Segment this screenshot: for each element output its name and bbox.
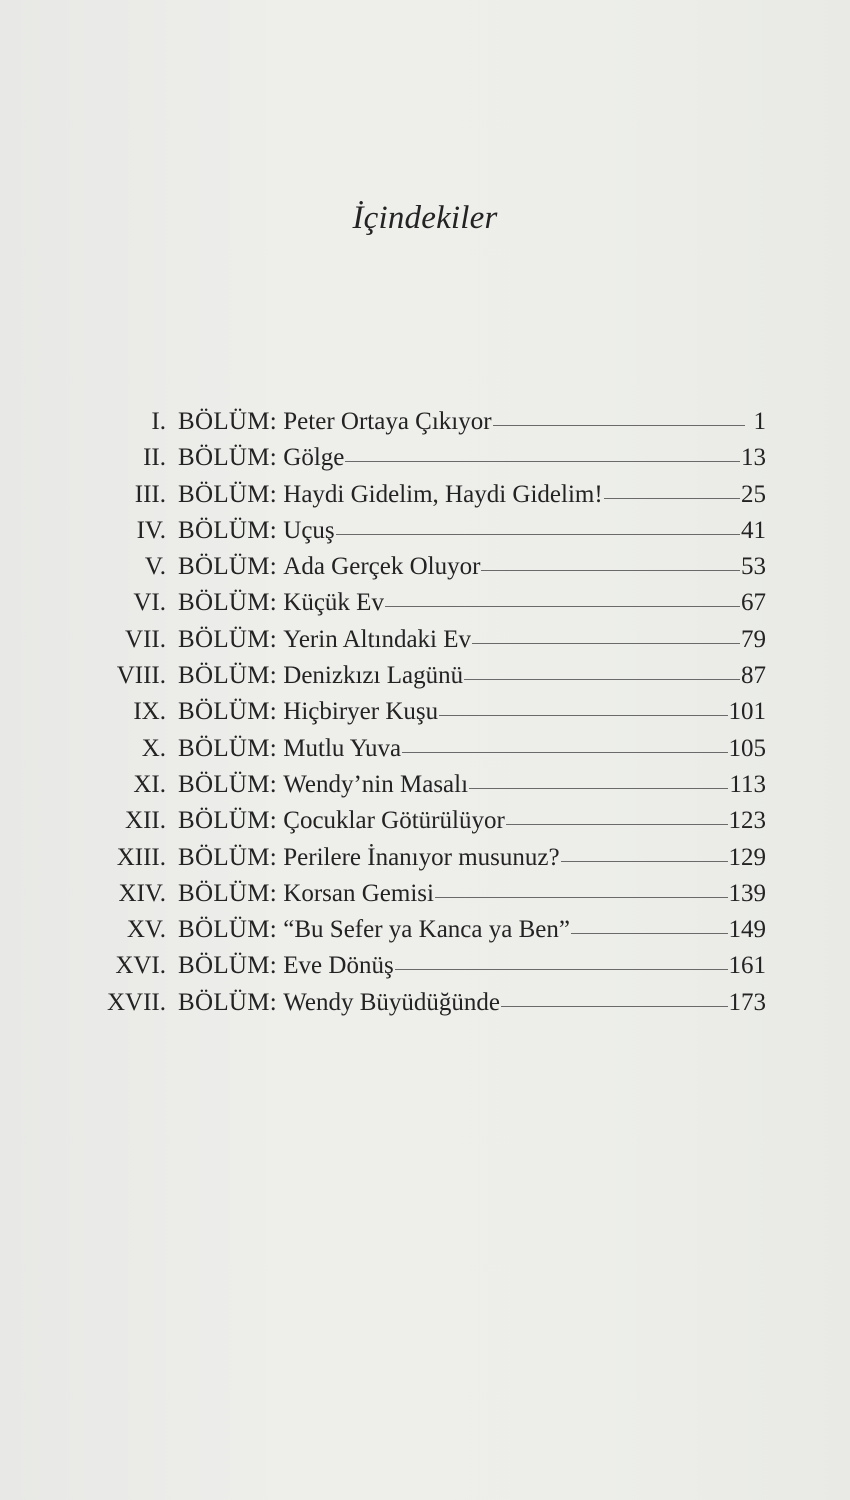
toc-entry [96, 585, 766, 621]
page-number: 1 [753, 408, 766, 435]
chapter-label: BÖLÜM: [178, 444, 278, 472]
toc-entry [96, 803, 766, 839]
page-number: 161 [728, 952, 766, 980]
chapter-numeral: III. [134, 480, 166, 508]
page-number: 149 [728, 916, 766, 944]
chapter-title: Perilere İnanıyor musunuz? [283, 843, 560, 871]
chapter-numeral: XII. [125, 807, 166, 835]
chapter-title: Wendy Büyüdüğünde [283, 988, 500, 1016]
toc-entry [96, 404, 766, 440]
toc-entry [96, 985, 766, 1021]
toc-entry [96, 694, 766, 730]
toc-entry [96, 912, 766, 948]
chapter-title: Wendy’nin Masalı [283, 770, 469, 798]
toc-entry [96, 622, 766, 658]
chapter-numeral: I. [151, 408, 166, 435]
page-number: 25 [741, 480, 766, 508]
dot-leader [501, 1006, 728, 1007]
dot-leader [469, 788, 728, 789]
chapter-numeral: XVII. [106, 988, 166, 1016]
chapter-label: BÖLÜM: [178, 553, 278, 581]
page-number: 87 [741, 662, 766, 690]
page-number: 53 [741, 553, 766, 581]
chapter-numeral: XV. [126, 916, 166, 944]
chapter-title: Denizkızı Lagünü [283, 662, 464, 690]
chapter-label: BÖLÜM: [178, 480, 278, 508]
chapter-title: Uçuş [283, 516, 335, 544]
dot-leader [336, 534, 740, 535]
chapter-numeral: II. [143, 444, 166, 472]
dot-leader [481, 570, 740, 571]
chapter-numeral: XVI. [115, 952, 166, 980]
chapter-numeral: X. [141, 734, 166, 762]
chapter-title: “Bu Sefer ya Kanca ya Ben” [283, 916, 570, 944]
toc-entry [96, 477, 766, 513]
toc-entry [96, 840, 766, 876]
chapter-title: Hiçbiryer Kuşu [283, 698, 439, 726]
page-number: 173 [728, 988, 766, 1016]
dot-leader [561, 861, 728, 862]
chapter-label: BÖLÜM: [178, 843, 278, 871]
dot-leader [464, 679, 740, 680]
page-number: 129 [728, 843, 766, 871]
dot-leader [345, 461, 740, 462]
chapter-label: BÖLÜM: [178, 698, 278, 726]
page-number: 79 [741, 625, 766, 653]
page-number: 105 [728, 734, 766, 762]
toc-entry [96, 731, 766, 767]
chapter-numeral: XI. [133, 770, 166, 798]
chapter-label: BÖLÜM: [178, 589, 278, 617]
dot-leader [472, 643, 740, 644]
dot-leader [402, 752, 727, 753]
chapter-title: Haydi Gidelim, Haydi Gidelim! [283, 480, 603, 508]
toc-entry [96, 549, 766, 585]
page-number: 123 [728, 807, 766, 835]
toc-entry [96, 658, 766, 694]
chapter-label: BÖLÜM: [178, 734, 278, 762]
page-number: 139 [728, 879, 766, 907]
dot-leader [395, 969, 728, 970]
chapter-label: BÖLÜM: [178, 770, 278, 798]
page-number: 101 [728, 698, 766, 726]
toc-entry [96, 440, 766, 476]
chapter-label: BÖLÜM: [178, 916, 278, 944]
chapter-label: BÖLÜM: [178, 516, 278, 544]
page-number: 67 [741, 589, 766, 617]
chapter-title: Peter Ortaya Çıkıyor [283, 408, 492, 435]
chapter-numeral: IX. [133, 698, 166, 726]
chapter-label: BÖLÜM: [178, 408, 278, 435]
chapter-label: BÖLÜM: [178, 662, 278, 690]
dot-leader [493, 425, 745, 426]
table-of-contents [96, 404, 766, 1021]
chapter-numeral: V. [144, 553, 166, 581]
dot-leader [385, 606, 740, 607]
chapter-numeral: VI. [133, 589, 166, 617]
chapter-title: Ada Gerçek Oluyor [283, 553, 481, 581]
chapter-title: Yerin Altındaki Ev [283, 625, 472, 653]
page-number: 13 [741, 444, 766, 472]
chapter-title: Mutlu Yuva [283, 734, 402, 762]
dot-leader [604, 498, 740, 499]
chapter-numeral: VII. [125, 625, 166, 653]
toc-entry [96, 513, 766, 549]
chapter-title: Korsan Gemisi [283, 879, 434, 907]
chapter-title: Eve Dönüş [283, 952, 394, 980]
chapter-title: Küçük Ev [283, 589, 384, 617]
chapter-label: BÖLÜM: [178, 879, 278, 907]
chapter-label: BÖLÜM: [178, 625, 278, 653]
toc-entry [96, 767, 766, 803]
chapter-numeral: IV. [136, 516, 166, 544]
dot-leader [435, 897, 728, 898]
toc-entry [96, 876, 766, 912]
dot-leader [571, 933, 728, 934]
page-number: 113 [729, 770, 766, 798]
chapter-title: Gölge [283, 444, 345, 472]
dot-leader [506, 824, 728, 825]
page-title: İçindekiler [352, 200, 498, 236]
page-number: 41 [741, 516, 766, 544]
chapter-label: BÖLÜM: [178, 988, 278, 1016]
chapter-numeral: XIV. [118, 879, 166, 907]
chapter-numeral: XIII. [116, 843, 166, 871]
toc-entry [96, 948, 766, 984]
dot-leader [439, 715, 727, 716]
chapter-title: Çocuklar Götürülüyor [283, 807, 505, 835]
chapter-label: BÖLÜM: [178, 952, 278, 980]
chapter-numeral: VIII. [116, 662, 166, 690]
chapter-label: BÖLÜM: [178, 807, 278, 835]
